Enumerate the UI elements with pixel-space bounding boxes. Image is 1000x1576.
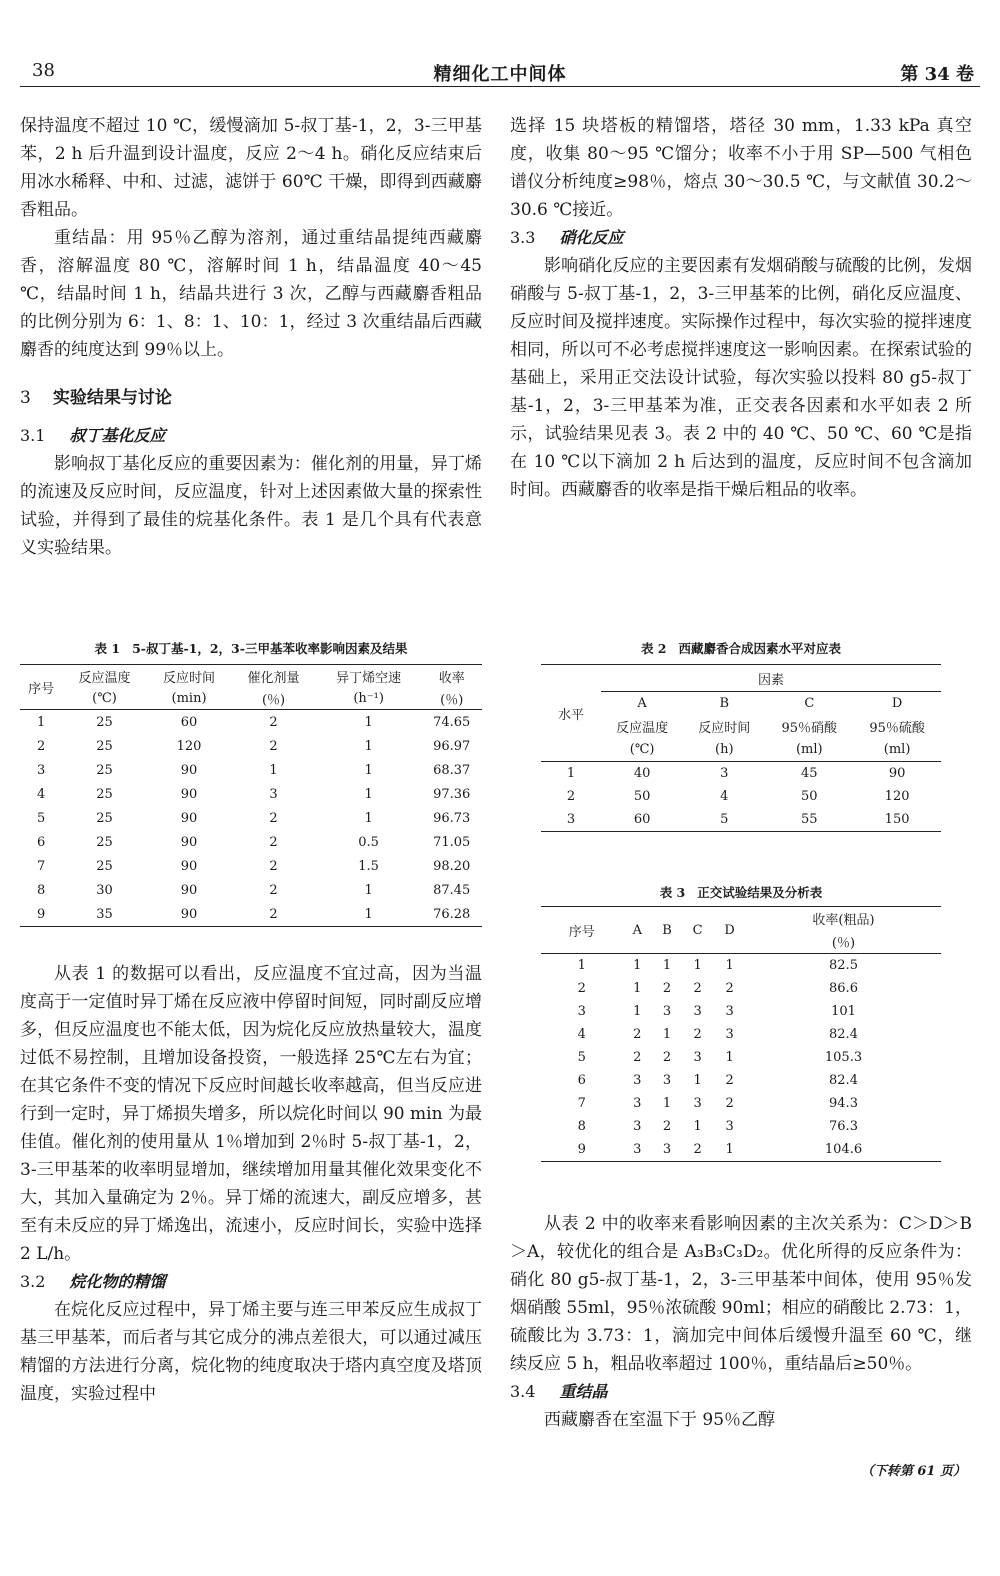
header-cell: 收率	[438, 670, 465, 686]
table-row	[20, 758, 482, 782]
table-cell: 2	[725, 1073, 734, 1088]
continued-note: （下转第 61 页）	[860, 1464, 966, 1479]
header-cell: B	[652, 907, 682, 954]
table-cell: 3	[633, 1119, 642, 1134]
table-cell: 1	[577, 958, 586, 973]
table-header-row	[541, 692, 941, 716]
header-cell: 反应时间	[698, 721, 751, 736]
table-cell: 1	[725, 1050, 734, 1065]
table-cell: 2	[269, 858, 278, 874]
header-cell: 异丁烯空速	[336, 670, 402, 686]
paragraph: 影响叔丁基化反应的重要因素为：催化剂的用量，异丁烯的流速及反应时间，反应温度，针对上述因素做大量的探索性试验，并得到了最佳的烷基化条件。表 1 是几个具有代表意义实验结果。	[20, 454, 482, 558]
table-cell: 25	[96, 762, 113, 778]
right-column-top	[510, 112, 972, 504]
table-cell: 25	[96, 810, 113, 826]
table-cell: 2	[662, 1119, 672, 1134]
paragraph: 选择 15 块塔板的精馏塔，塔径 30 mm，1.33 kPa 真空度，收集 80～95 ℃馏分；收率不小于用 SP—500 气相色谱仪分析纯度≥98％，熔点 30～30.5 ℃，与文献值 30.2～30.6 ℃接近。	[510, 116, 972, 220]
table-row	[20, 878, 482, 902]
table-cell: 90	[180, 882, 198, 898]
table-cell: 3	[633, 1142, 642, 1157]
table-row	[20, 734, 482, 758]
table-cell: 2	[633, 1050, 642, 1065]
table-row	[541, 1023, 941, 1046]
table-cell: 3	[720, 766, 729, 781]
table-cell: 3	[662, 1142, 672, 1157]
page-number: 38	[32, 60, 55, 81]
table-cell: 8	[36, 882, 46, 898]
header-unit-cell: (h)	[683, 738, 765, 762]
table-cell: 1	[633, 981, 642, 996]
table2	[541, 664, 941, 832]
table-cell: 30	[96, 882, 113, 898]
table-cell: 25	[96, 834, 113, 850]
subsection-heading: 3.2 烷化物的精馏	[20, 1272, 166, 1291]
table-cell: 1	[36, 714, 46, 730]
table-cell: 7	[577, 1096, 586, 1111]
table-cell: 25	[96, 714, 113, 730]
table-cell: 90	[180, 834, 198, 850]
table-cell: 2	[269, 882, 278, 898]
table-row	[20, 902, 482, 927]
table-row	[541, 1000, 941, 1023]
table-cell: 82.4	[829, 1073, 858, 1088]
table-row	[20, 806, 482, 830]
table-cell: 82.5	[829, 958, 858, 973]
subsection-heading: 3.3 硝化反应	[510, 228, 624, 247]
table-header-row	[541, 715, 941, 738]
table-cell: 3	[662, 1004, 672, 1019]
table-cell: 2	[269, 906, 278, 922]
table-header-row	[541, 738, 941, 762]
table-cell: 60	[180, 714, 198, 730]
table-row	[541, 1069, 941, 1092]
table-cell: 2	[269, 810, 278, 826]
header-cell: 反应时间	[163, 670, 216, 686]
table-cell: 1	[364, 786, 373, 802]
table-cell: 25	[96, 786, 113, 802]
paragraph: 影响硝化反应的主要因素有发烟硝酸与硫酸的比例，发烟硝酸与 5-叔丁基-1，2，3-三甲基苯的比例，硝化反应温度、反应时间及搅拌速度。实际操作过程中，每次实验的搅拌速度相同，所以可不必考虑搅拌速度这一影响因素。在探索试验的基础上，采用正交法设计试验，每次实验以投料 80 g5-叔丁基-1，2，3-三甲基苯为准，正交表各因素和水平如表 2 所示，试验结果见表 3。表 2 中的 40 ℃、50 ℃、60 ℃是指在 10 ℃以下滴加 2 h 后达到的温度，反应时间不包含滴加时间。西藏麝香的收率是指干燥后粗品的收率。	[510, 256, 972, 500]
table-row	[20, 782, 482, 806]
table-cell: 3	[662, 1073, 672, 1088]
paragraph: 重结晶：用 95％乙醇为溶剂，通过重结晶提纯西藏麝香，溶解温度 80 ℃，溶解时间 1 h，结晶温度 40～45 ℃，结晶时间 1 h，结晶共进行 3 次，乙醇与西藏麝香粗品的比例分别为 6：1、8：1、10：1，经过 3 次重结晶后西藏麝香的纯度达到 99％以上。	[20, 228, 482, 360]
table-cell: 45	[801, 766, 818, 781]
table-cell: 1	[633, 1004, 642, 1019]
header-cell: 序号	[541, 907, 623, 954]
table-cell: 3	[725, 1027, 734, 1042]
table-row	[541, 1046, 941, 1069]
table-cell: 0.5	[358, 834, 379, 850]
table-cell: 3	[36, 762, 46, 778]
table-cell: 3	[633, 1096, 642, 1111]
header-unit-cell: (％)	[421, 687, 482, 710]
table-cell: 9	[36, 906, 46, 922]
table-header-row	[20, 665, 482, 688]
table-cell: 1	[693, 1073, 702, 1088]
table3-caption: 表 3 正交试验结果及分析表	[659, 885, 823, 900]
table-cell: 98.20	[433, 858, 471, 874]
table-cell: 1	[364, 810, 373, 826]
table-cell: 1	[364, 762, 373, 778]
table-cell: 3	[693, 1050, 702, 1065]
header-unit-cell: (h⁻¹)	[316, 687, 422, 710]
header-unit-cell: (％)	[231, 687, 316, 710]
table-cell: 82.4	[829, 1027, 858, 1042]
header-cell: 95％硝酸	[781, 721, 838, 736]
table3	[541, 906, 941, 1162]
table-row	[541, 785, 941, 808]
journal-title: 精细化工中间体	[433, 64, 567, 85]
table-cell: 71.05	[433, 834, 471, 850]
table-cell: 4	[577, 1027, 586, 1042]
section-heading: 3 实验结果与讨论	[20, 388, 172, 408]
table-cell: 2	[693, 1027, 702, 1042]
table-cell: 2	[577, 981, 586, 996]
table-cell: 1	[725, 958, 734, 973]
table-cell: 3	[693, 1004, 702, 1019]
subsection-heading: 3.1 叔丁基化反应	[20, 426, 166, 445]
header-cell: B	[719, 696, 730, 711]
table-cell: 1.5	[358, 858, 379, 874]
table-cell: 5	[577, 1050, 586, 1065]
paragraph: 从表 2 中的收率来看影响因素的主次关系为：C＞D＞B＞A，较优化的组合是 A₃B₃C₃D₂。优化所得的反应条件为：硝化 80 g5-叔丁基-1，2，3-三甲基苯中间体，使用 95％发烟硝酸 55ml，95％浓硫酸 90ml；相应的硝酸比 2.73：1，硫酸比为 3.73：1，滴加完中间体后缓慢升温至 60 ℃，继续反应 5 h，粗品收率超过 100％，重结晶后≥50％。	[510, 1214, 972, 1374]
table1-block	[20, 640, 482, 927]
table-cell: 3	[269, 786, 278, 802]
header-cell: 催化剂量	[247, 670, 300, 686]
header-unit-cell: (min)	[147, 687, 232, 710]
table-cell: 1	[364, 882, 373, 898]
table-cell: 2	[662, 1050, 672, 1065]
table-cell: 1	[725, 1142, 734, 1157]
table-cell: 1	[364, 738, 373, 754]
table-cell: 35	[96, 906, 113, 922]
table-row	[541, 808, 941, 832]
table-cell: 6	[577, 1073, 586, 1088]
running-header	[20, 56, 980, 87]
header-cell: 序号	[20, 665, 62, 710]
table-cell: 74.65	[433, 714, 471, 730]
table-cell: 1	[662, 958, 672, 973]
header-cell: C	[682, 907, 713, 954]
table-cell: 96.97	[433, 738, 471, 754]
table-cell: 94.3	[829, 1096, 858, 1111]
table-cell: 25	[96, 738, 113, 754]
paragraph: 保持温度不超过 10 ℃，缓慢滴加 5-叔丁基-1，2，3-三甲基苯，2 h 后升温到设计温度，反应 2～4 h。硝化反应结束后用冰水稀释、中和、过滤，滤饼于 60℃ 干燥，即得到西藏麝香粗品。	[20, 116, 482, 220]
header-cell: 水平	[541, 665, 601, 762]
table-row	[541, 954, 941, 978]
table-cell: 55	[801, 812, 818, 827]
table-cell: 105.3	[824, 1050, 863, 1065]
table-cell: 97.36	[433, 786, 471, 802]
header-cell: D	[891, 696, 903, 711]
paragraph: 在烷化反应过程中，异丁烯主要与连三甲苯反应生成叔丁基三甲基苯，而后者与其它成分的沸点差很大，可以通过减压精馏的方法进行分离，烷化物的纯度取决于塔内真空度及塔顶温度，实验过程中	[20, 1300, 482, 1404]
table-cell: 120	[176, 738, 202, 754]
table-cell: 2	[269, 714, 278, 730]
table-cell: 1	[364, 714, 373, 730]
table-cell: 2	[269, 738, 278, 754]
table2-block	[510, 640, 972, 832]
table-cell: 1	[693, 958, 702, 973]
table-cell: 3	[566, 812, 576, 827]
table-row	[541, 1092, 941, 1115]
table-row	[20, 710, 482, 735]
subsection-heading: 3.4 重结晶	[510, 1382, 608, 1401]
table-cell: 76.28	[433, 906, 471, 922]
table-cell: 2	[693, 1142, 702, 1157]
table-header-row	[541, 907, 941, 931]
right-column-bottom	[510, 1210, 972, 1434]
header-cell: 收率(粗品)	[812, 913, 875, 928]
table-cell: 9	[577, 1142, 586, 1157]
table-header-row	[20, 687, 482, 710]
header-cell: 95％硫酸	[869, 721, 925, 736]
table1	[20, 664, 482, 927]
table-cell: 3	[693, 1096, 702, 1111]
header-unit-cell: (℃)	[601, 738, 683, 762]
table-row	[541, 762, 941, 786]
table-cell: 4	[36, 786, 46, 802]
header-unit-cell: (ml)	[765, 738, 853, 762]
paragraph: 西藏麝香在室温下于 95％乙醇	[544, 1410, 776, 1430]
table-cell: 1	[662, 1027, 672, 1042]
table-cell: 96.73	[433, 810, 471, 826]
table-cell: 6	[36, 834, 46, 850]
table-cell: 50	[801, 789, 818, 804]
table-row	[20, 830, 482, 854]
table-header-row	[541, 665, 941, 692]
table-cell: 2	[693, 981, 702, 996]
table3-block	[510, 884, 972, 1162]
table-cell: 50	[633, 789, 651, 804]
volume-label: 第 34 卷	[900, 64, 974, 85]
table-cell: 60	[633, 812, 651, 827]
header-unit-cell: (ml)	[853, 738, 941, 762]
left-column-top	[20, 112, 482, 562]
table-cell: 3	[577, 1004, 586, 1019]
table-cell: 7	[36, 858, 46, 874]
header-unit-cell: (％)	[746, 930, 941, 954]
table-cell: 2	[566, 789, 576, 804]
table-cell: 2	[36, 738, 46, 754]
table-cell: 101	[831, 1004, 856, 1019]
paragraph: 从表 1 的数据可以看出，反应温度不宜过高，因为当温度高于一定值时异丁烯在反应液中停留时间短，同时副反应增多，但反应温度也不能太低，因为烷化反应放热量较大，温度过低不易控制，且增加设备投资，一般选择 25℃左右为宜；在其它条件不变的情况下反应时间越长收率越高，但当反应进行到一定时，异丁烯损失增多，所以烷化时间以 90 min 为最佳值。催化剂的使用量从 1％增加到 2％时 5-叔丁基-1，2，3-三甲基苯的收率明显增加，继续增加用量其催化效果变化不大，其加入量确定为 2％。异丁烯的流速大，副反应增多，甚至有未反应的异丁烯逸出，流速小，反应时间长，实验中选择 2 L/h。	[20, 964, 482, 1264]
table2-caption: 表 2 西藏麝香合成因素水平对应表	[640, 641, 842, 656]
table-row	[541, 977, 941, 1000]
table-cell: 150	[884, 812, 910, 827]
table-cell: 4	[720, 789, 729, 804]
table-cell: 2	[725, 981, 734, 996]
table-cell: 2	[269, 834, 278, 850]
table-cell: 90	[180, 858, 198, 874]
header-cell: D	[713, 907, 746, 954]
table-cell: 8	[577, 1119, 586, 1134]
table-cell: 25	[96, 858, 113, 874]
table-row	[20, 854, 482, 878]
header-cell: 反应温度	[616, 721, 669, 736]
table-cell: 76.3	[829, 1119, 858, 1134]
header-cell: C	[804, 696, 815, 711]
table-cell: 87.45	[433, 882, 471, 898]
table-cell: 2	[662, 981, 672, 996]
header-cell: A	[637, 696, 647, 711]
table-cell: 5	[36, 810, 46, 826]
table-cell: 68.37	[433, 762, 471, 778]
table-cell: 90	[180, 906, 198, 922]
table1-caption: 表 1 5-叔丁基-1，2，3-三甲基苯收率影响因素及结果	[94, 641, 408, 656]
table-cell: 90	[180, 762, 198, 778]
table-cell: 1	[633, 958, 642, 973]
header-cell: A	[623, 907, 652, 954]
table-cell: 2	[633, 1027, 642, 1042]
table-cell: 1	[269, 762, 278, 778]
table-cell: 104.6	[824, 1142, 863, 1157]
table-cell: 1	[662, 1096, 672, 1111]
table-row	[541, 1115, 941, 1138]
table-cell: 1	[693, 1119, 702, 1134]
left-column-bottom	[20, 960, 482, 1408]
header-cell: 因素	[601, 665, 941, 692]
table-cell: 1	[566, 766, 576, 781]
table-cell: 120	[884, 789, 910, 804]
header-unit-cell: (℃)	[62, 687, 147, 710]
table-cell: 86.6	[829, 981, 858, 996]
table-cell: 3	[725, 1004, 734, 1019]
table-cell: 5	[720, 812, 729, 827]
table-cell: 2	[725, 1096, 734, 1111]
table-cell: 1	[364, 906, 373, 922]
table-cell: 3	[633, 1073, 642, 1088]
table-cell: 90	[180, 810, 198, 826]
table-cell: 90	[888, 766, 906, 781]
header-cell: 反应温度	[78, 670, 131, 686]
table-row	[541, 1138, 941, 1162]
table-cell: 3	[725, 1119, 734, 1134]
table-cell: 40	[633, 766, 651, 781]
table-cell: 90	[180, 786, 198, 802]
